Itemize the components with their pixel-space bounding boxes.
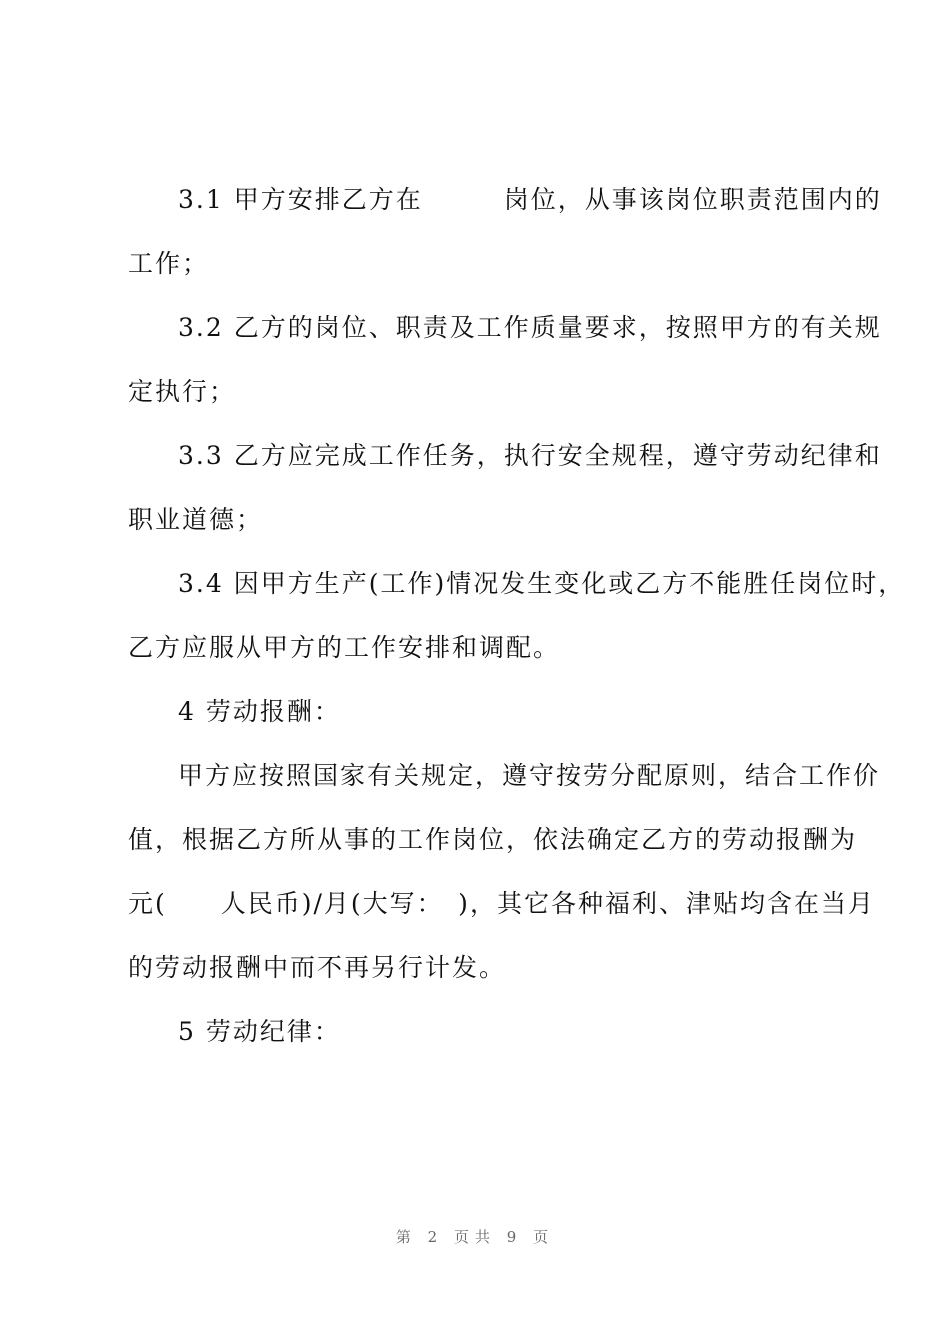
clause-3-4-line-1: 3.4 因甲方生产(工作)情况发生变化或乙方不能胜任岗位时， bbox=[178, 569, 906, 598]
clause-3-1-line-2: 工作； bbox=[128, 249, 210, 278]
page-number-footer: 第 2 页共 9 页 bbox=[395, 1228, 555, 1246]
section-4-para-line-4: 的劳动报酬中而不再另行计发。 bbox=[128, 953, 507, 982]
section-4-para-line-1: 甲方应按照国家有关规定，遵守按劳分配原则，结合工作价 bbox=[178, 761, 881, 790]
clause-3-2-line-2: 定执行； bbox=[128, 377, 237, 406]
clause-3-2-line-1: 3.2 乙方的岗位、职责及工作质量要求，按照甲方的有关规 bbox=[178, 313, 882, 342]
clause-3-3-line-1: 3.3 乙方应完成工作任务，执行安全规程，遵守劳动纪律和 bbox=[178, 441, 882, 470]
section-4-heading: 4 劳动报酬： bbox=[178, 697, 341, 726]
section-4-para-line-2: 值，根据乙方所从事的工作岗位，依法确定乙方的劳动报酬为 bbox=[128, 825, 858, 854]
document-body bbox=[128, 168, 906, 1064]
clause-3-3-line-2: 职业道德； bbox=[128, 505, 264, 534]
section-4-para-line-3: 元( 人民币)/月(大写： )，其它各种福利、津贴均含在当月 bbox=[128, 889, 875, 918]
section-5-heading: 5 劳动纪律： bbox=[178, 1017, 341, 1046]
clause-3-1-line-1: 3.1 甲方安排乙方在 岗位，从事该岗位职责范围内的 bbox=[178, 185, 882, 214]
clause-3-4-line-2: 乙方应服从甲方的工作安排和调配。 bbox=[128, 633, 561, 662]
